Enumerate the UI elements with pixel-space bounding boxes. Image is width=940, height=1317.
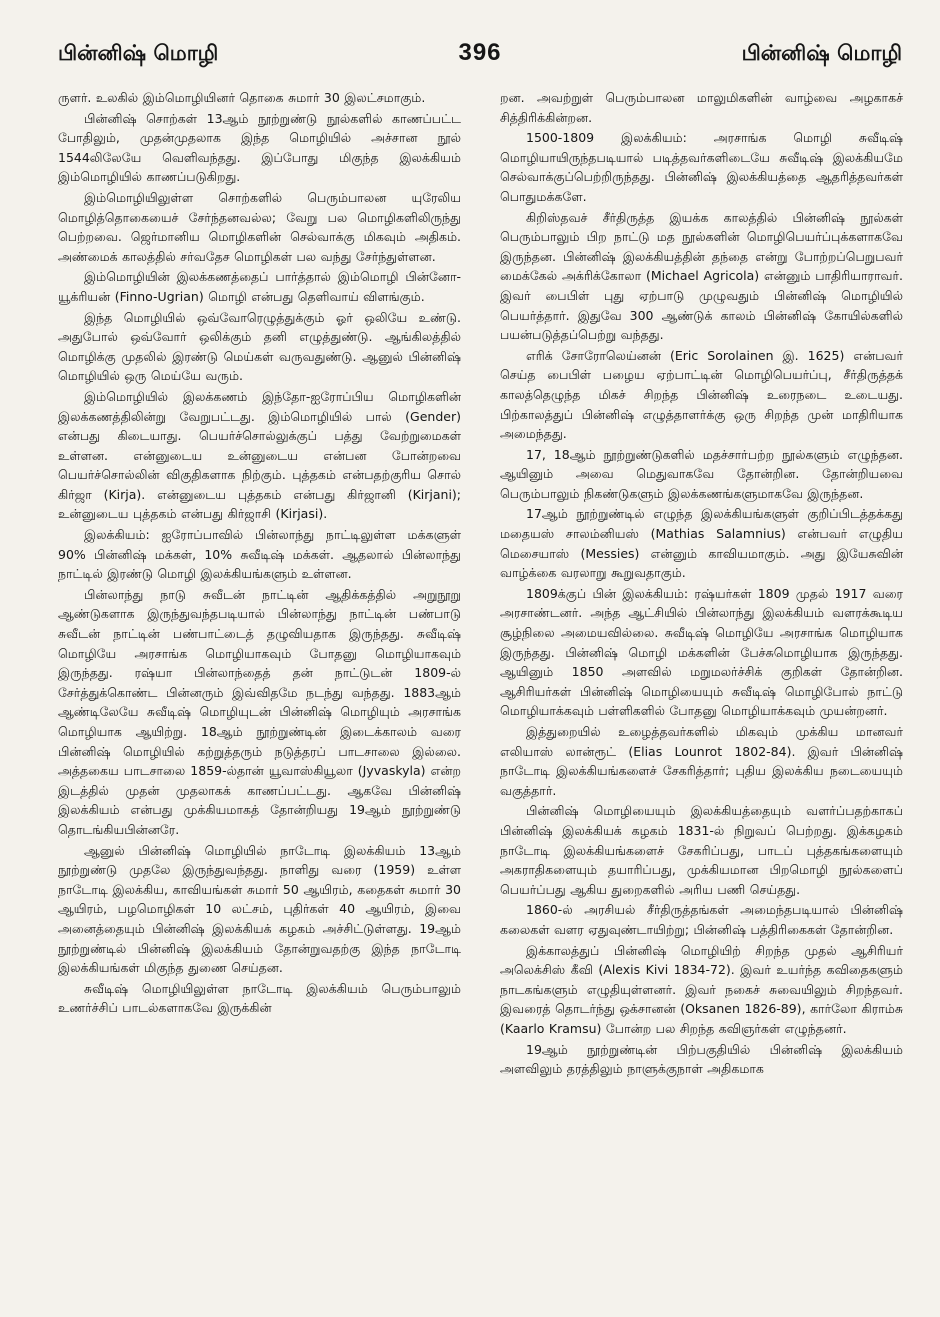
right-column	[500, 88, 903, 1298]
paragraph: இம்மொழியின் இலக்கணத்தைப் பார்த்தால் இம்மொழி பின்னோ-யூக்ரியன் (Finno-Ugrian) மொழி என்பது தெளிவாய் விளங்கும்.	[58, 269, 461, 304]
paragraph: ஆனுல் பின்னிஷ் மொழியில் நாடோடி இலக்கியம் 13ஆம் நூற்றுண்டு முதலே இருந்துவந்தது. நாளிது வரை (1959) உள்ள நாடோடி இலக்கிய, காவியங்கள் சுமார் 50 ஆயிரம், கதைகள் சுமார் 30 ஆயிரம், பழமொழிகள் 10 லட்சம், புதிர்கள் 40 ஆயிரம், இவை அனைத்தையும் பின்னிஷ் இலக்கியக் கழகம் அச்சிட்டுள்ளது. 19ஆம் நூற்றுண்டில் பின்னிஷ் இலக்கியம் தோன்றுவதற்கு இந்த நாடோடி இலக்கியங்கள் மிகுந்த துணை செய்தன.	[58, 842, 461, 976]
paragraph: எரிக் சோரோலெய்னன் (Eric Sorolainen இ. 1625) என்பவர் செய்த பைபிள் பழைய ஏற்பாட்டின் மொழிபெயர்ப்பு, சீர்திருத்தக் காலத்தெழுந்த மிகச் சிறந்த பின்னிஷ் உரைநடை உடையது. பிற்காலத்துப் பின்னிஷ் எழுத்தாளர்க்கு ஒரு சிறந்த முன் மாதிரியாக அமைந்தது.	[500, 347, 903, 442]
paragraph: இம்மொழியில் இலக்கணம் இந்தோ-ஐரோப்பிய மொழிகளின் இலக்கணத்திலின்று வேறுபட்டது. இம்மொழியில் பால் (Gender) என்பது கிடையாது. பெயர்ச்சொல்லுக்குப் பத்து வேற்றுமைகள் உள்ளன. என்னுடைய உன்னுடைய என்பன போன்றவை பெயர்ச்சொல்லின் விகுதிகளாக நிற்கும். புத்தகம் என்பதற்குரிய சொல் கிர்ஜா (Kirja). என்னுடைய புத்தகம் என்பது கிர்ஜானி (Kirjani); உன்னுடைய புத்தகம் என்பது கிர்ஜாசி (Kirjasi).	[58, 388, 461, 522]
paragraph: பின்லாந்து நாடு சுவீடன் நாட்டின் ஆதிக்கத்தில் அறுநூறு ஆண்டுகளாக இருந்துவந்தபடியால் பின்லாந்து நாட்டின் பண்பாடு சுவீடன் நாட்டின் பண்பாட்டைத் தழுவியதாக இருந்தது. சுவீடிஷ் மொழியே அரசாங்க மொழியாகவும் போதனு மொழியாகவும் இருந்தது. ரஷ்யா பின்லாந்தைத் தன் நாட்டுடன் 1809-ல் சேர்த்துக்கொண்ட பின்னரும் இவ்விதமே நடந்து வந்தது. 1883ஆம் ஆண்டிலேயே சுவீடிஷ் மொழியுடன் பின்னிஷ் மொழியும் அரசாங்க மொழியாக ஆயிற்று. 18ஆம் நூற்றுண்டின் இடைக்காலம் வரை பின்னிஷ் மொழியில் கற்றுத்தரும் நடுத்தரப் பாடசாலை இல்லை. அத்தகைய பாடசாலை 1859-ல்தான் யூவாஸ்கியூலா (Jyvaskyla) என்ற இடத்தில் முதன் முதலாகக் காணப்பட்டது. ஆகவே பின்னிஷ் இலக்கியம் என்பது முக்கியமாகத் தோன்றியது 19ஆம் நூற்றுண்டு தொடங்கியபின்னரே.	[58, 586, 461, 837]
paragraph: ருளர். உலகில் இம்மொழியினர் தொகை சுமார் 30 இலட்சமாகும்.	[58, 90, 426, 105]
paragraph: இம்மொழியிலுள்ள சொற்களில் பெரும்பாலன யுரேலிய மொழித்தொகையைச் சேர்ந்தனவல்ல; வேறு பல மொழிகளிலிருந்து பெற்றவை. ஜெர்மானிய மொழிகளின் செல்வாக்கு மிகவும் அதிகம். அண்மைக் காலத்தில் சர்வதேச மொழிகள் பல வந்து சேர்ந்துள்ளன.	[58, 189, 461, 264]
paragraph: இக்காலத்துப் பின்னிஷ் மொழியிற் சிறந்த முதல் ஆசிரியர் அலெக்சிஸ் கீவி (Alexis Kivi 1834-72). இவர் உயர்ந்த கவிதைகளும் நாடகங்களும் எழுதியுள்ளனர். இவர் நகைச் சுவையிலும் சிறந்தவர். இவரைத் தொடர்ந்து ஒக்சானன் (Oksanen 1826-89), கார்லோ கிராம்சு (Kaarlo Kramsu) போன்ற பல சிறந்த கவிஞர்கள் எழுந்தனர்.	[500, 942, 903, 1036]
paragraph: 19ஆம் நூற்றுண்டின் பிற்பகுதியில் பின்னிஷ் இலக்கியம் அளவிலும் தரத்திலும் நாளுக்குநாள் அதிகமாக	[500, 1041, 903, 1077]
paragraph: சுவீடிஷ் மொழியிலுள்ள நாடோடி இலக்கியம் பெரும்பாலும் உணர்ச்சிப் பாடல்களாகவே இருக்கின்	[58, 980, 461, 1016]
left-column	[58, 88, 461, 1298]
paragraph: 1860-ல் அரசியல் சீர்திருத்தங்கள் அமைந்தபடியால் பின்னிஷ் கலைகள் வளர ஏதுவுண்டாயிற்று; பின்னிஷ் பத்திரிகைகள் தோன்றின.	[500, 902, 903, 937]
paragraph: இலக்கியம்: ஐரோப்பாவில் பின்லாந்து நாட்டிலுள்ள மக்களுள் 90% பின்னிஷ் மக்கள், 10% சுவீடிஷ் மக்கள். ஆதலால் பின்லாந்து நாட்டில் இரண்டு மொழி இலக்கியங்களும் உள்ளன.	[58, 527, 461, 582]
paragraph: கிறிஸ்தவச் சீர்திருத்த இயக்க காலத்தில் பின்னிஷ் நூல்கள் பெரும்பாலும் பிற நாட்டு மத நூல்களின் மொழிபெயர்ப்புக்களாகவே இருந்தன. பின்னிஷ் இலக்கியத்தின் தந்தை என்று போற்றப்பெறுபவர் மைக்கேல் அக்ரிக்கோலா (Michael Agricola) என்னும் பாதிரியாராவர். இவர் பைபிள் புது ஏற்பாடு முழுவதும் பின்னிஷ் மொழியில் பெயர்த்தார். இதுவே 300 ஆண்டுக் காலம் பின்னிஷ் கோயில்களில் பயன்படுத்தப்பெற்று வந்தது.	[500, 209, 903, 343]
paragraph: பின்னிஷ் சொற்கள் 13ஆம் நூற்றுண்டு நூல்களில் காணப்பட்ட போதிலும், முதன்முதலாக இந்த மொழியில் அச்சான நூல் 1544லிலேயே வெளிவந்தது. இப்போது மிகுந்த இலக்கியம் இம்மொழியில் காணப்படுகிறது.	[58, 110, 461, 185]
paragraph: 17, 18ஆம் நூற்றுண்டுகளில் மதச்சார்பற்ற நூல்களும் எழுந்தன. ஆயினும் அவை மெதுவாகவே தோன்றின. தோன்றியவை பெரும்பாலும் நிகண்டுகளும் இலக்கணங்களுமாகவே இருந்தன.	[500, 446, 903, 501]
paragraph: றன. அவற்றுள் பெரும்பாலன மாலுமிகளின் வாழ்வை அழகாகச் சித்திரிக்கின்றன.	[500, 90, 903, 125]
running-head-left: பின்னிஷ் மொழி	[58, 41, 219, 65]
running-head-right: பின்னிஷ் மொழி	[741, 41, 902, 65]
paragraph: இத்துறையில் உழைத்தவர்களில் மிகவும் முக்கிய மானவர் எலியாஸ் லான்ரூட் (Elias Lounrot 1802-84). இவர் பின்னிஷ் நாடோடி இலக்கியங்களைச் சேகரித்தார்; புதிய இலக்கிய நடையையும் வகுத்தார்.	[500, 724, 903, 798]
page-number: 396	[458, 39, 502, 66]
paragraph: பின்னிஷ் மொழியையும் இலக்கியத்தையும் வளர்ப்பதற்காகப் பின்னிஷ் இலக்கியக் கழகம் 1831-ல் நிறுவப் பெற்றது. இக்கழகம் நாடோடி இலக்கியங்களைச் சேகரிப்பது, பாடப் புத்தகங்களையும் அகராதிகளையும் தயாரிப்பது, முக்கியமான பிறமொழி நூல்களைப் பெயர்ப்பது ஆகிய துறைகளில் அரிய பணி செய்தது.	[500, 803, 903, 897]
paragraph: 17ஆம் நூற்றுண்டில் எழுந்த இலக்கியங்களுள் குறிப்பிடத்தக்கது மதையஸ் சாலம்னியஸ் (Mathias Salamnius) என்பவர் எழுதிய மெசையாஸ் (Messies) என்னும் காவியமாகும். அது இயேசுவின் வாழ்க்கை வரலாறு கூறுவதாகும்.	[500, 506, 903, 581]
paragraph: 1809க்குப் பின் இலக்கியம்: ரஷ்யர்கள் 1809 முதல் 1917 வரை அரசாண்டனர். அந்த ஆட்சியில் பின்லாந்து இலக்கியம் வளரக்கூடிய சூழ்நிலை அமையவில்லை. சுவீடிஷ் மொழியே அரசாங்க மொழியாக இருந்தது. பின்னிஷ் மொழி மக்களின் பேச்சுமொழியாக இருந்தது. ஆயினும் 1850 அளவில் மறுமலர்ச்சிக் குறிகள் தோன்றின. ஆசிரியர்கள் பின்னிஷ் மொழியையும் சுவீடிஷ் மொழிபோல் நாட்டு மொழியாக்கவும் பள்ளிகளில் போதனு மொழியாக்கவும் முயன்றனர்.	[500, 585, 903, 719]
paragraph: இந்த மொழியில் ஒவ்வோரெழுத்துக்கும் ஓர் ஒலியே உண்டு. அதுபோல் ஒவ்வோர் ஒலிக்கும் தனி எழுத்துண்டு. ஆங்கிலத்தில் மொழிக்கு முதலில் இரண்டு மெய்கள் வருவதுண்டு. ஆனுல் பின்னிஷ் மொழியில் ஒரு மெய்யே வரும்.	[58, 309, 461, 384]
page-header	[58, 38, 902, 74]
paragraph: 1500-1809 இலக்கியம்: அரசாங்க மொழி சுவீடிஷ் மொழியாயிருந்தபடியால் படித்தவர்களிடையே சுவீடிஷ் இலக்கியமே செல்வாக்குப்பெற்றிருந்தது. பின்னிஷ் இலக்கியத்தை ஆதரித்தவர்கள் பொதுமக்களே.	[500, 130, 903, 204]
